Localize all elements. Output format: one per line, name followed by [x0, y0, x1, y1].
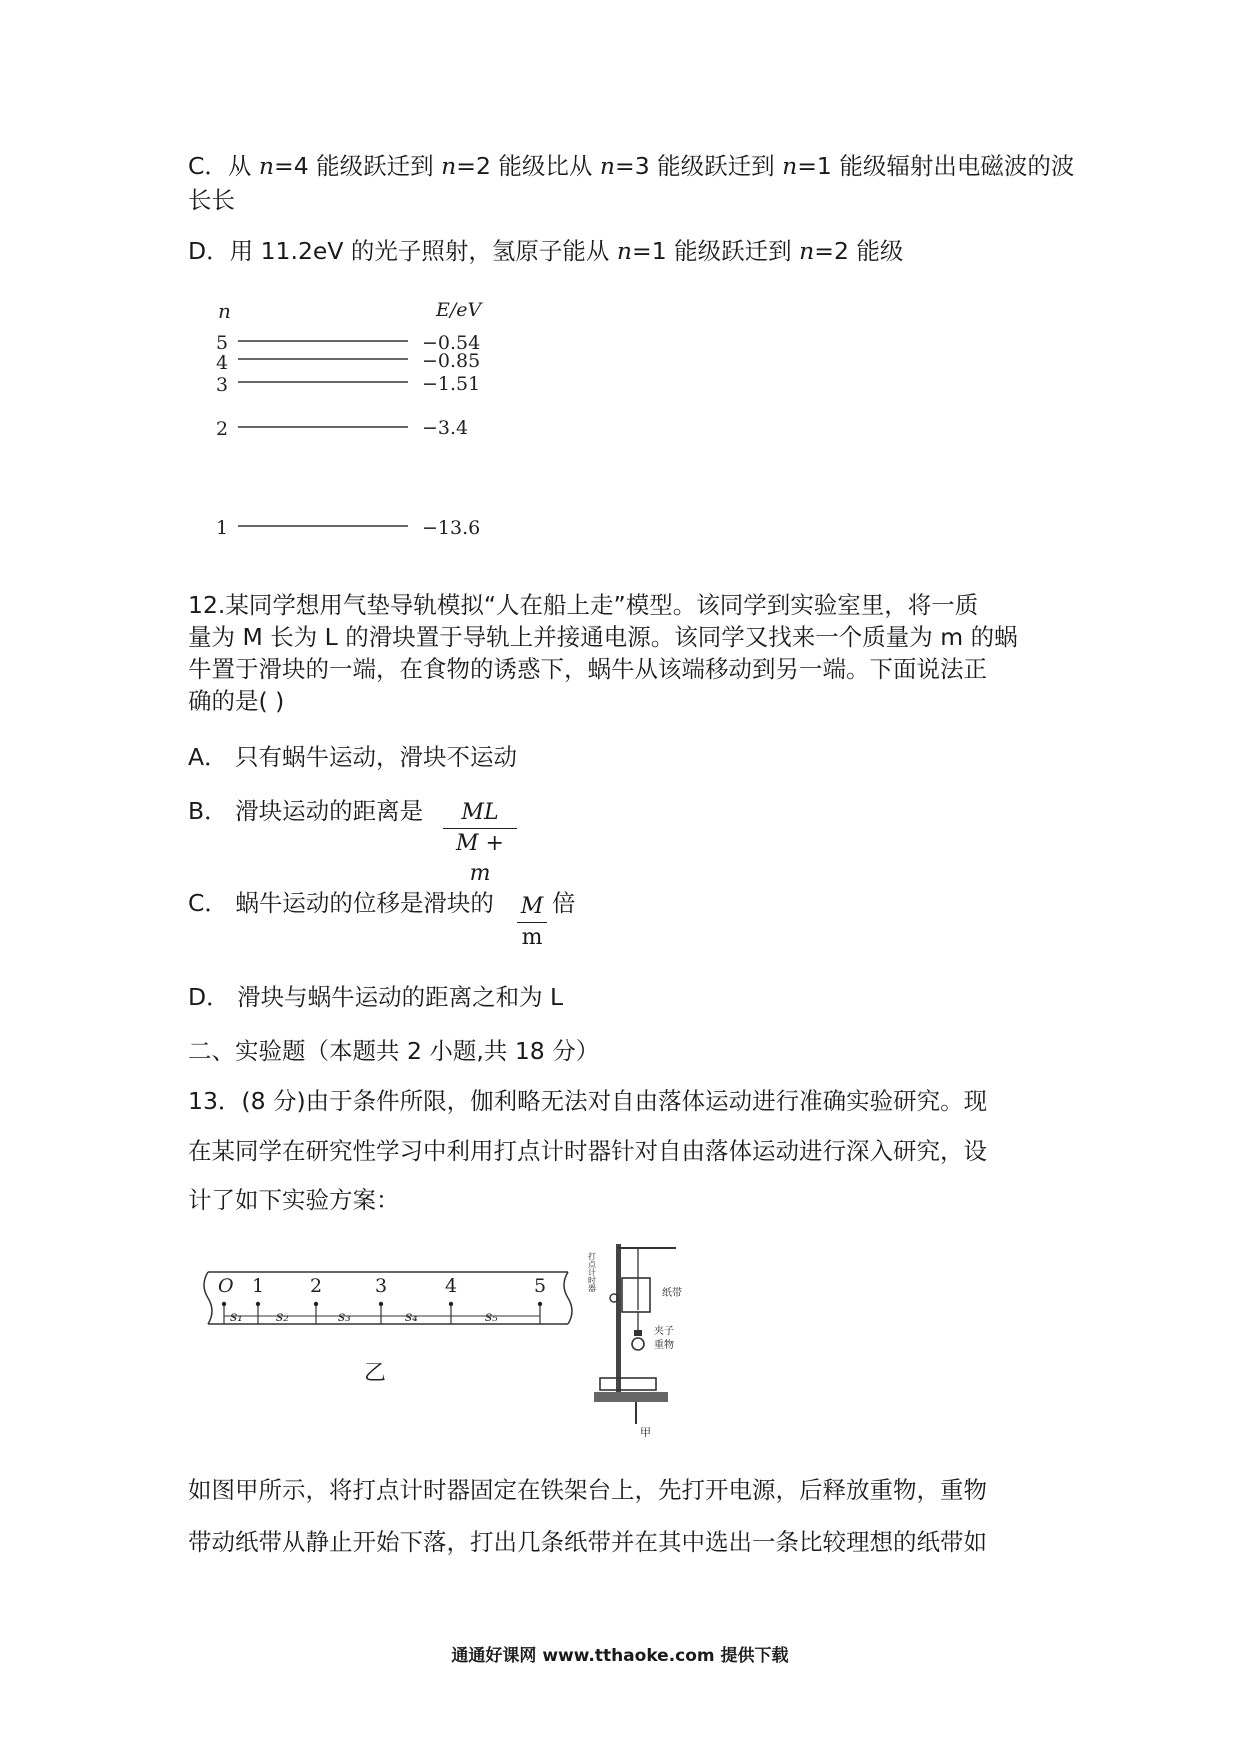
level-1-energy: −13.6	[422, 517, 481, 539]
apparatus-figure	[587, 1238, 720, 1439]
q11-option-c-text-1: C．从	[188, 152, 259, 180]
segment-label-s1: s₁	[230, 1309, 243, 1325]
n-variable: n=	[616, 237, 652, 265]
q13-body-line-1: 如图甲所示，将打点计时器固定在铁架台上，先打开电源，后释放重物，重物	[188, 1476, 987, 1504]
level-4-number: 4	[216, 352, 229, 374]
tape-left-edge	[204, 1272, 212, 1324]
section-heading: 二、实验题（本题共 2 小题,共 18 分）	[188, 1037, 600, 1065]
level-4-energy: −0.85	[422, 350, 481, 372]
segment-label-s4: s₄	[405, 1309, 418, 1325]
level-2-energy: −3.4	[422, 417, 469, 439]
q11-option-d	[188, 235, 1058, 267]
n-variable: n=	[441, 152, 476, 180]
fraction-numerator: M	[520, 894, 544, 919]
q12-option-b: B． 滑块运动的距离是	[188, 797, 424, 825]
q11-option-d-text-1: D．用 11.2eV 的光子照射，氢原子能从	[188, 237, 617, 265]
level-5-energy: −0.54	[422, 332, 481, 354]
level-3-energy: −1.51	[422, 373, 481, 395]
q11-option-c-text-2: 4 能级跃迁到	[293, 152, 442, 180]
q12-stem-line-3: 牛置于滑块的一端，在食物的诱惑下，蜗牛从该端移动到另一端。下面说法正	[188, 655, 987, 683]
level-3-number: 3	[216, 374, 229, 396]
tape-point-label-4: 4	[445, 1275, 458, 1297]
footer-download-note: 通通好课网 www.tthaoke.com 提供下载	[451, 1646, 789, 1666]
weight-label: 重物	[654, 1340, 674, 1351]
clip	[634, 1330, 642, 1336]
weight	[632, 1338, 644, 1350]
q12-stem-line-4: 确的是( )	[188, 687, 285, 715]
q13-stem-line-1: 13．(8 分)由于条件所限，伽利略无法对自由落体运动进行准确实验研究。现	[188, 1087, 988, 1115]
tape-dot	[379, 1302, 383, 1306]
tape-point-label-5: 5	[534, 1275, 547, 1297]
tape-dot	[222, 1302, 226, 1306]
apparatus-figure-caption: 甲	[640, 1426, 651, 1439]
q11-option-c-text-3: 2 能级比从	[475, 152, 600, 180]
tape-dot	[314, 1302, 318, 1306]
level-1-number: 1	[216, 517, 229, 539]
n-variable: n=	[258, 152, 294, 180]
q12-option-c	[188, 887, 1058, 919]
q13-stem-line-2: 在某同学在研究性学习中利用打点计时器针对自由落体运动进行深入研究，设	[188, 1137, 987, 1165]
timer-label: 打点计时器	[587, 1252, 597, 1292]
level-2-number: 2	[216, 418, 229, 440]
q11-option-c	[188, 150, 1075, 182]
energy-level-diagram	[200, 290, 500, 550]
fraction-denominator: M + m	[456, 831, 504, 886]
q11-option-c-text-5: 1 能级辐射出电磁波的波	[816, 152, 1075, 180]
level-5-number: 5	[216, 332, 229, 354]
segment-label-s5: s₅	[485, 1309, 498, 1325]
q12-stem-line-2: 量为 M 长为 L 的滑块置于导轨上并接通电源。该同学又找来一个质量为 m 的蜗	[188, 623, 1018, 651]
tape-right-edge	[564, 1272, 572, 1324]
segment-label-s2: s₂	[276, 1309, 289, 1325]
q12-option-d: D． 滑块与蜗牛运动的距离之和为 L	[188, 983, 564, 1011]
tape-dot	[256, 1302, 260, 1306]
energy-axis-label: E/eV	[436, 299, 482, 321]
q11-option-c-text-4: 3 能级跃迁到	[634, 152, 783, 180]
stand-base	[594, 1392, 668, 1402]
fraction-numerator: ML	[461, 800, 499, 825]
q11-option-d-text-2: 1 能级跃迁到	[651, 237, 800, 265]
q12-option-a: A． 只有蜗牛运动，滑块不运动	[188, 743, 518, 771]
q12-option-c-text: C． 蜗牛运动的位移是滑块的	[188, 889, 494, 917]
q12-stem-line-1: 12.某同学想用气垫导轨模拟“人在船上走”模型。该同学到实验室里，将一质	[188, 591, 979, 619]
q13-stem-line-3: 计了如下实验方案：	[188, 1186, 400, 1214]
q11-option-d-text-3: 2 能级	[833, 237, 904, 265]
stand-base-block	[600, 1378, 656, 1390]
fraction-denominator: m	[521, 925, 543, 950]
q13-body-line-2: 带动纸带从静止开始下落，打出几条纸带并在其中选出一条比较理想的纸带如	[188, 1528, 987, 1556]
q12-option-b-fraction	[443, 798, 517, 889]
timer-body	[622, 1278, 650, 1312]
tape-figure-caption: 乙	[364, 1361, 387, 1386]
n-variable: n=	[799, 237, 834, 265]
n-variable: n=	[782, 152, 817, 180]
q11-option-c-continued: 长长	[188, 186, 235, 214]
tape-dot	[449, 1302, 453, 1306]
n-axis-label: n	[218, 299, 231, 323]
clip-label: 夹子	[654, 1326, 674, 1337]
segment-label-s3: s₃	[338, 1309, 351, 1325]
tape-dot	[538, 1302, 542, 1306]
q12-option-c-suffix: 倍	[552, 889, 576, 917]
tape-label: 纸带	[662, 1288, 682, 1299]
tape-point-label-1: 1	[252, 1275, 265, 1297]
tape-point-label-o: O	[218, 1275, 234, 1297]
n-variable: n=	[599, 152, 635, 180]
ticker-tape-figure	[200, 1262, 580, 1392]
tape-point-label-3: 3	[375, 1275, 388, 1297]
tape-point-label-2: 2	[310, 1275, 323, 1297]
q12-option-c-fraction	[517, 892, 547, 953]
